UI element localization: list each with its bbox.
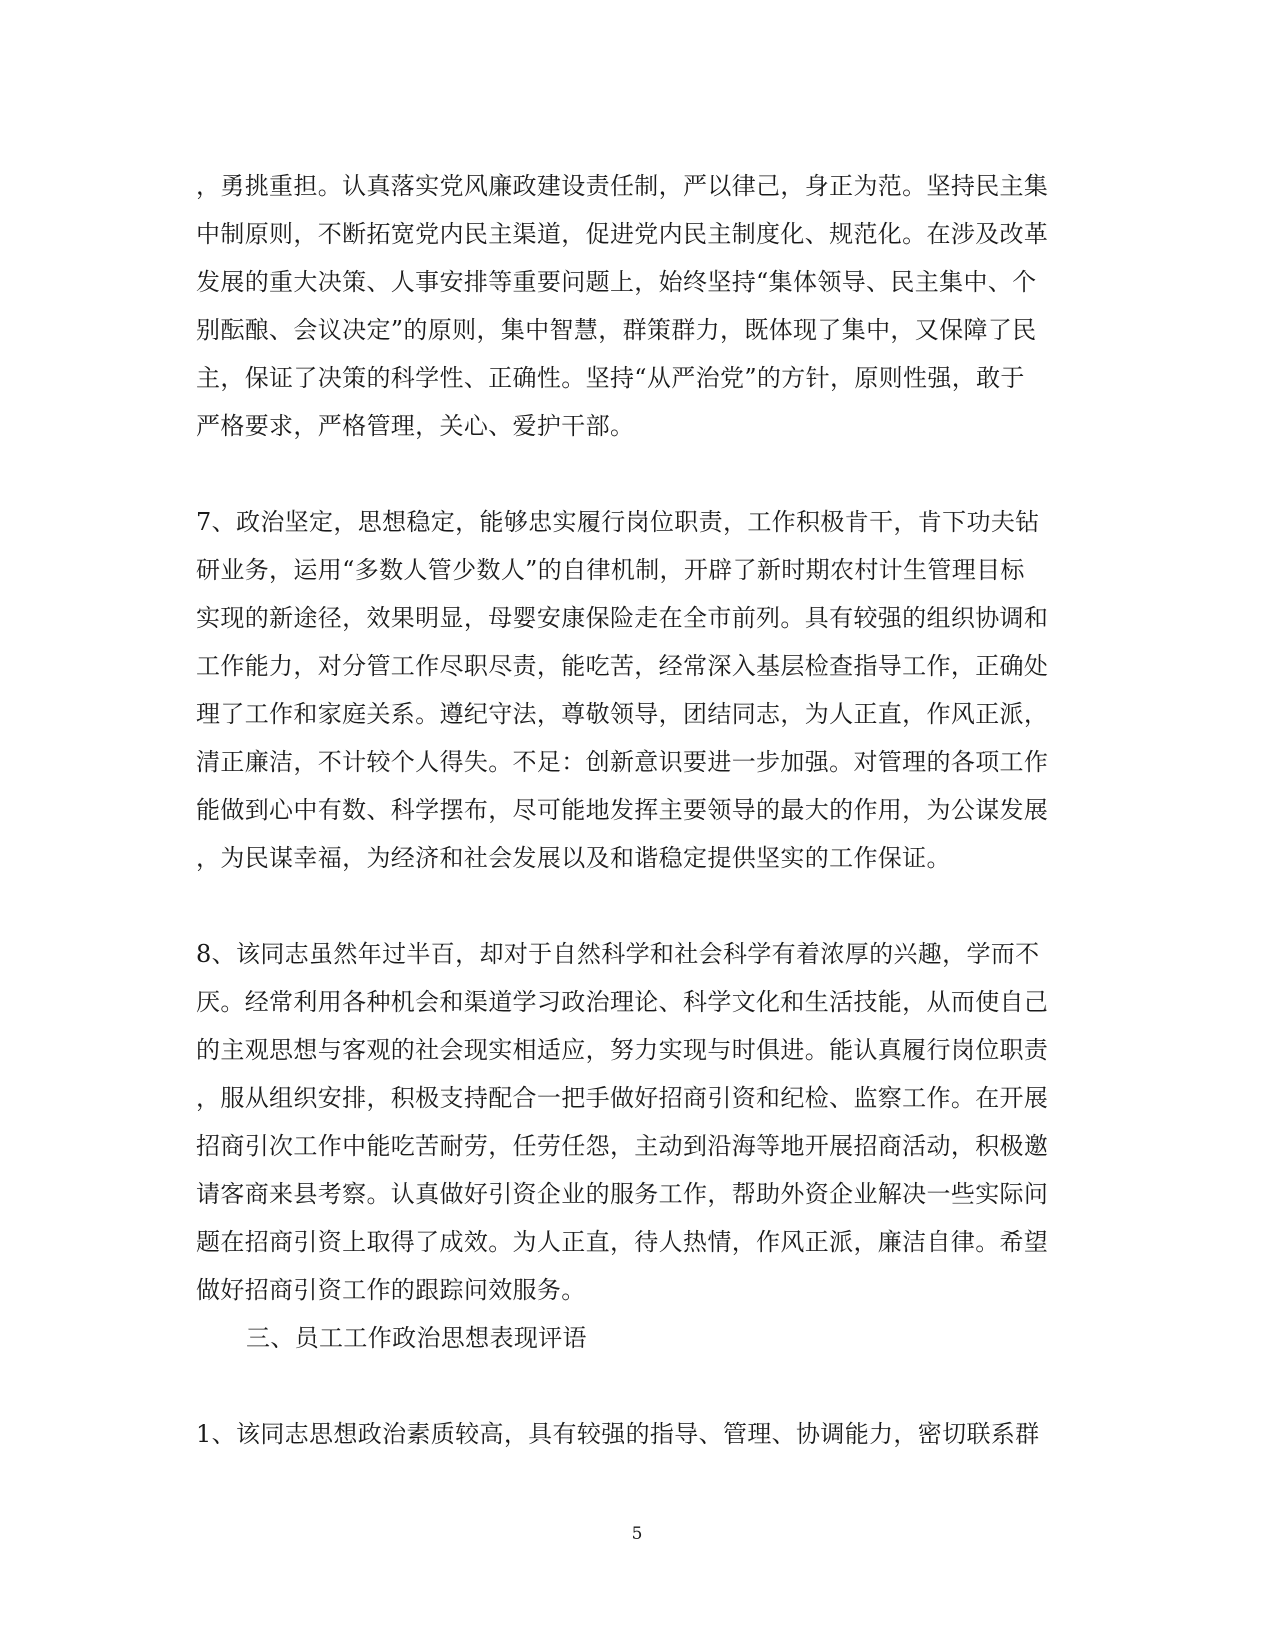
paragraph-gap bbox=[196, 450, 1078, 498]
text-line: 8、该同志虽然年过半百，却对于自然科学和社会科学有着浓厚的兴趣，学而不 bbox=[196, 940, 1040, 968]
text-line: 清正廉洁，不计较个人得失。不足：创新意识要进一步加强。对管理的各项工作 bbox=[196, 748, 1049, 776]
text-line: 的主观思想与客观的社会现实相适应，努力实现与时俱进。能认真履行岗位职责 bbox=[196, 1036, 1049, 1064]
text-line: 中制原则，不断拓宽党内民主渠道，促进党内民主制度化、规范化。在涉及改革 bbox=[196, 220, 1049, 248]
text-line: 工作能力，对分管工作尽职尽责，能吃苦，经常深入基层检查指导工作，正确处 bbox=[196, 652, 1049, 680]
text-line: 做好招商引资工作的跟踪问效服务。 bbox=[196, 1276, 586, 1304]
text-line: 能做到心中有数、科学摆布，尽可能地发挥主要领导的最大的作用，为公谋发展 bbox=[196, 796, 1049, 824]
section-heading: 三、员工工作政治思想表现评语 bbox=[246, 1324, 587, 1352]
text-line: 发展的重大决策、人事安排等重要问题上，始终坚持“集体领导、民主集中、个 bbox=[196, 268, 1037, 296]
paragraph bbox=[196, 1410, 1078, 1458]
text-line: 别酝酿、会议决定”的原则，集中智慧，群策群力，既体现了集中，又保障了民 bbox=[196, 316, 1037, 344]
page-number: 5 bbox=[631, 1524, 643, 1544]
text-line: 请客商来县考察。认真做好引资企业的服务工作，帮助外资企业解决一些实际问 bbox=[196, 1180, 1049, 1208]
text-line: 研业务，运用“多数人管少数人”的自律机制，开辟了新时期农村计生管理目标 bbox=[196, 556, 1025, 584]
text-line: 严格要求，严格管理，关心、爱护干部。 bbox=[196, 412, 635, 440]
text-line: ，服从组织安排，积极支持配合一把手做好招商引资和纪检、监察工作。在开展 bbox=[196, 1084, 1049, 1112]
text-line: 理了工作和家庭关系。遵纪守法，尊敬领导，团结同志，为人正直，作风正派， bbox=[196, 700, 1049, 728]
document-body bbox=[196, 162, 1078, 1458]
paragraph bbox=[196, 498, 1078, 882]
text-line: 主，保证了决策的科学性、正确性。坚持“从严治党”的方针，原则性强，敢于 bbox=[196, 364, 1025, 392]
text-line: 实现的新途径，效果明显，母婴安康保险走在全市前列。具有较强的组织协调和 bbox=[196, 604, 1049, 632]
text-line: 招商引次工作中能吃苦耐劳，任劳任怨，主动到沿海等地开展招商活动，积极邀 bbox=[196, 1132, 1049, 1160]
paragraph-gap bbox=[196, 1362, 1078, 1410]
text-line: ，勇挑重担。认真落实党风廉政建设责任制，严以律己，身正为范。坚持民主集 bbox=[196, 172, 1049, 200]
paragraph bbox=[196, 162, 1078, 450]
paragraph bbox=[196, 930, 1078, 1314]
text-line: 题在招商引资上取得了成效。为人正直，待人热情，作风正派，廉洁自律。希望 bbox=[196, 1228, 1049, 1256]
text-line: 厌。经常利用各种机会和渠道学习政治理论、科学文化和生活技能，从而使自己 bbox=[196, 988, 1049, 1016]
text-line: 1、该同志思想政治素质较高，具有较强的指导、管理、协调能力，密切联系群 bbox=[196, 1420, 1040, 1448]
text-line: ，为民谋幸福，为经济和社会发展以及和谐稳定提供坚实的工作保证。 bbox=[196, 844, 951, 872]
paragraph-gap bbox=[196, 882, 1078, 930]
text-line: 7、政治坚定，思想稳定，能够忠实履行岗位职责，工作积极肯干，肯下功夫钻 bbox=[196, 508, 1040, 536]
